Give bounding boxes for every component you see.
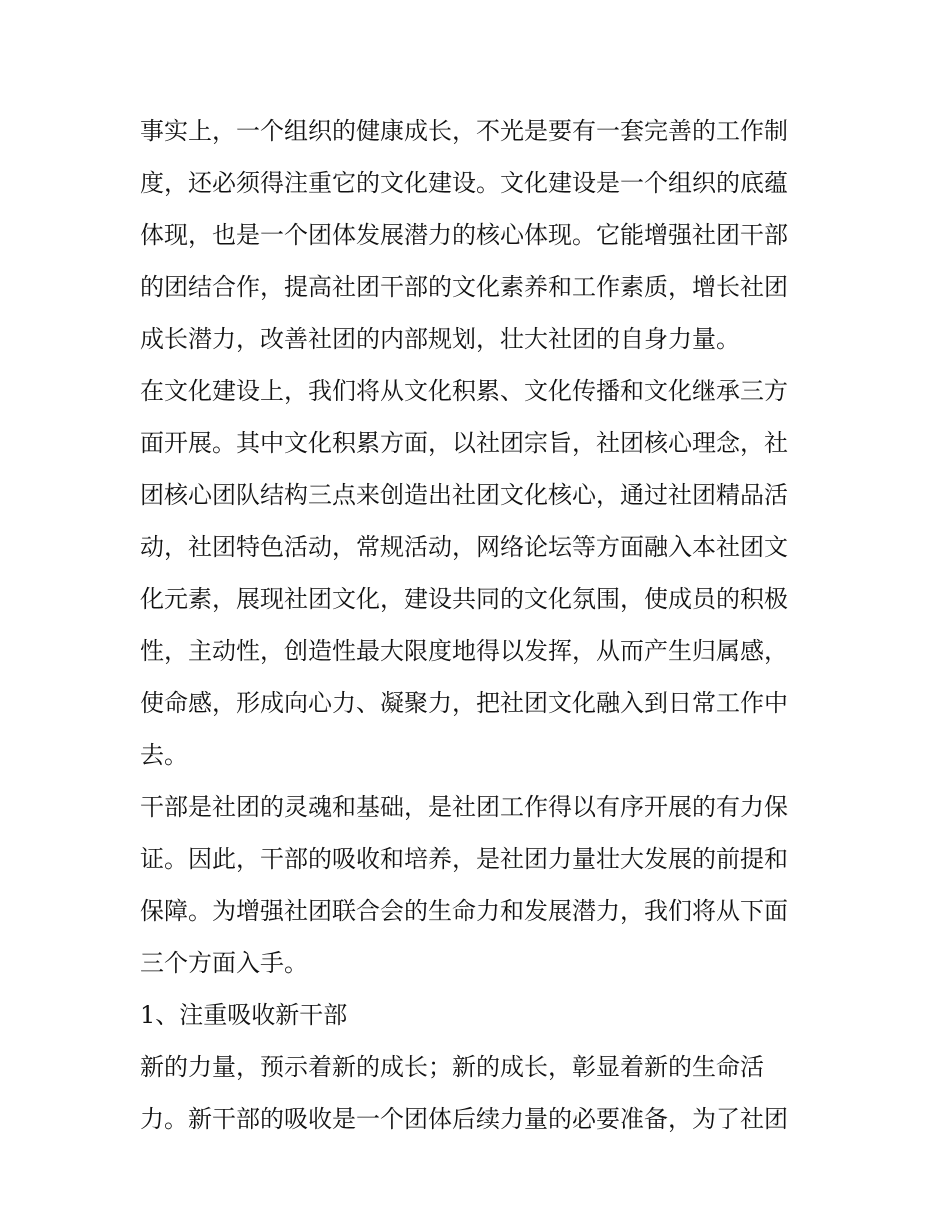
paragraph-new-cadre — [140, 1041, 820, 1145]
text-line: 动，社团特色活动，常规活动，网络论坛等方面融入本社团文 — [140, 533, 788, 561]
text-line: 面开展。其中文化积累方面，以社团宗旨，社团核心理念，社 — [140, 429, 788, 457]
text-line: 度，还必须得注重它的文化建设。文化建设是一个组织的底蕴 — [140, 169, 788, 197]
text-line: 去。 — [140, 741, 188, 769]
text-line: 保障。为增强社团联合会的生命力和发展潜力，我们将从下面 — [140, 897, 788, 925]
text-line: 事实上，一个组织的健康成长，不光是要有一套完善的工作制 — [140, 117, 788, 145]
text-line: 团核心团队结构三点来创造出社团文化核心，通过社团精品活 — [140, 481, 788, 509]
text-line: 证。因此，干部的吸收和培养，是社团力量壮大发展的前提和 — [140, 845, 788, 873]
paragraph-cadre-foundation — [140, 781, 820, 989]
text-line: 性，主动性，创造性最大限度地得以发挥，从而产生归属感， — [140, 637, 788, 665]
paragraph-culture-plan — [140, 365, 820, 781]
section-heading: 1、注重吸收新干部 — [140, 1001, 348, 1029]
text-line: 三个方面入手。 — [140, 949, 308, 977]
text-line: 使命感，形成向心力、凝聚力，把社团文化融入到日常工作中 — [140, 689, 788, 717]
text-line: 成长潜力，改善社团的内部规划，壮大社团的自身力量。 — [140, 325, 740, 353]
paragraph-culture-importance — [140, 105, 820, 365]
document-body — [140, 105, 820, 1145]
text-line: 新的力量，预示着新的成长；新的成长，彰显着新的生命活 — [140, 1053, 764, 1081]
text-line: 的团结合作，提高社团干部的文化素养和工作素质，增长社团 — [140, 273, 788, 301]
text-line: 在文化建设上，我们将从文化积累、文化传播和文化继承三方 — [140, 377, 788, 405]
text-line: 干部是社团的灵魂和基础，是社团工作得以有序开展的有力保 — [140, 793, 788, 821]
text-line: 体现，也是一个团体发展潜力的核心体现。它能增强社团干部 — [140, 221, 788, 249]
text-line: 力。新干部的吸收是一个团体后续力量的必要准备，为了社团 — [140, 1105, 788, 1133]
text-line: 化元素，展现社团文化，建设共同的文化氛围，使成员的积极 — [140, 585, 788, 613]
